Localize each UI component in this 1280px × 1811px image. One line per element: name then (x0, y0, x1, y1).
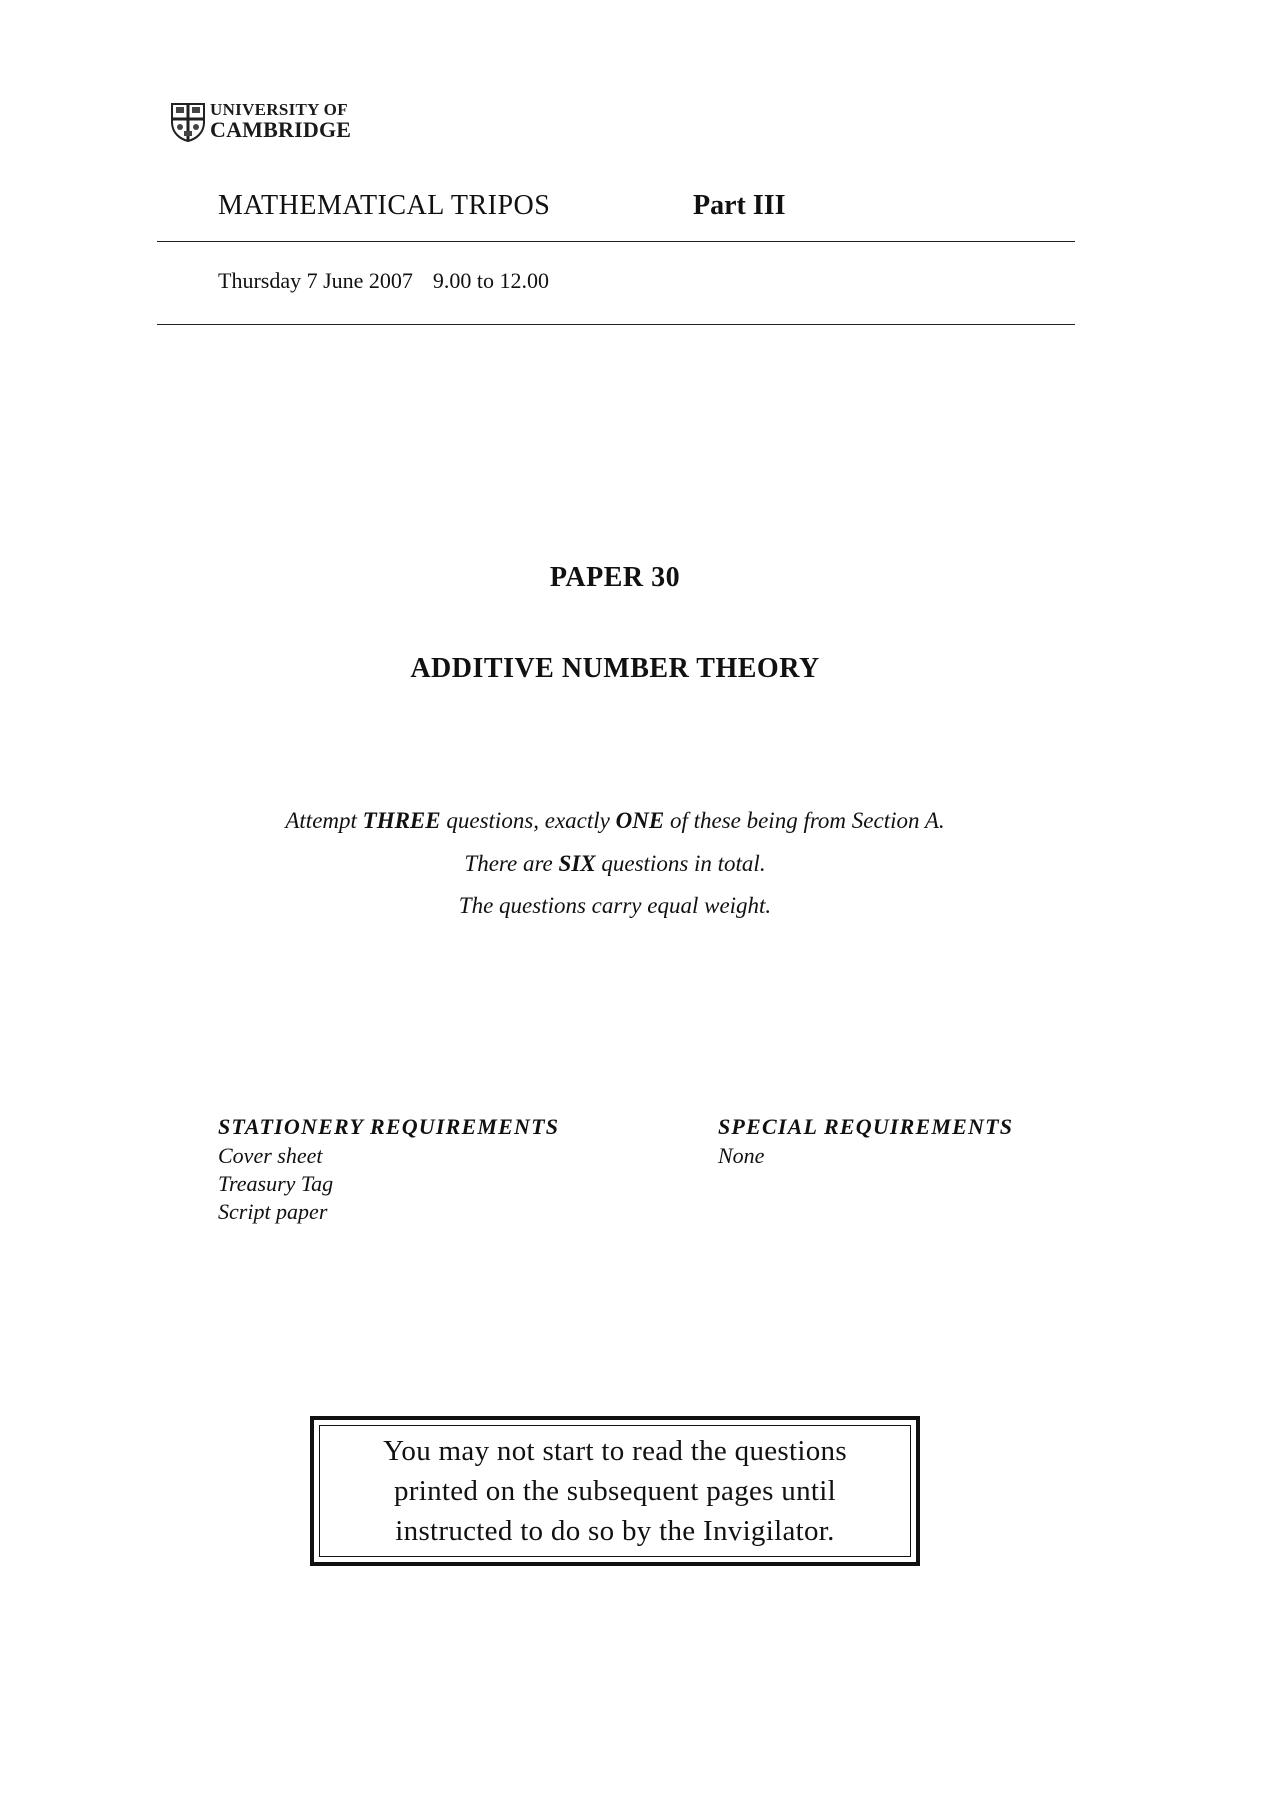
notice-inner-frame (319, 1425, 911, 1557)
stationery-list (218, 1142, 333, 1226)
stationery-heading: STATIONERY REQUIREMENTS (218, 1114, 560, 1139)
special-heading: SPECIAL REQUIREMENTS (718, 1114, 1014, 1139)
logo-line-cambridge: CAMBRIDGE (210, 117, 352, 142)
list-item: None (718, 1143, 765, 1168)
instr-text: questions, exactly (440, 808, 616, 833)
exam-date: Thursday 7 June 2007 (218, 268, 413, 293)
instr-text: questions in total. (595, 851, 766, 876)
instr-emphasis: SIX (558, 851, 596, 876)
special-list (718, 1142, 764, 1170)
logo-line-university: UNIVERSITY OF (210, 100, 348, 119)
exam-date-line (218, 268, 549, 294)
part-label: Part III (693, 190, 786, 221)
university-logo (170, 100, 370, 144)
notice-line-3: instructed to do so by the Invigilator. (395, 1515, 835, 1547)
instr-text: There are (464, 851, 559, 876)
header-rule-top (157, 241, 1075, 242)
header-rule-bottom (157, 324, 1075, 325)
list-item: Cover sheet (218, 1143, 323, 1168)
paper-number: PAPER 30 (549, 562, 681, 593)
instr-text: Attempt (285, 808, 363, 833)
notice-line-1: You may not start to read the questions (383, 1435, 847, 1467)
instr-text: of these being from Section A. (664, 808, 945, 833)
instr-emphasis: THREE (362, 808, 441, 833)
list-item: Script paper (218, 1199, 328, 1224)
list-item: Treasury Tag (218, 1171, 334, 1196)
instr-emphasis: ONE (615, 808, 665, 833)
invigilator-notice-box (310, 1416, 920, 1566)
exam-time: 9.00 to 12.00 (432, 268, 550, 293)
university-crest-icon (170, 102, 206, 142)
paper-subject: ADDITIVE NUMBER THEORY (410, 653, 820, 684)
instruction-line-3: The questions carry equal weight. (458, 893, 772, 918)
tripos-title: MATHEMATICAL TRIPOS (218, 190, 551, 221)
instruction-line-2 (0, 851, 1230, 877)
instruction-line-1 (0, 808, 1230, 834)
notice-text (383, 1431, 847, 1551)
logo-text (210, 100, 351, 140)
notice-line-2: printed on the subsequent pages until (393, 1475, 836, 1507)
